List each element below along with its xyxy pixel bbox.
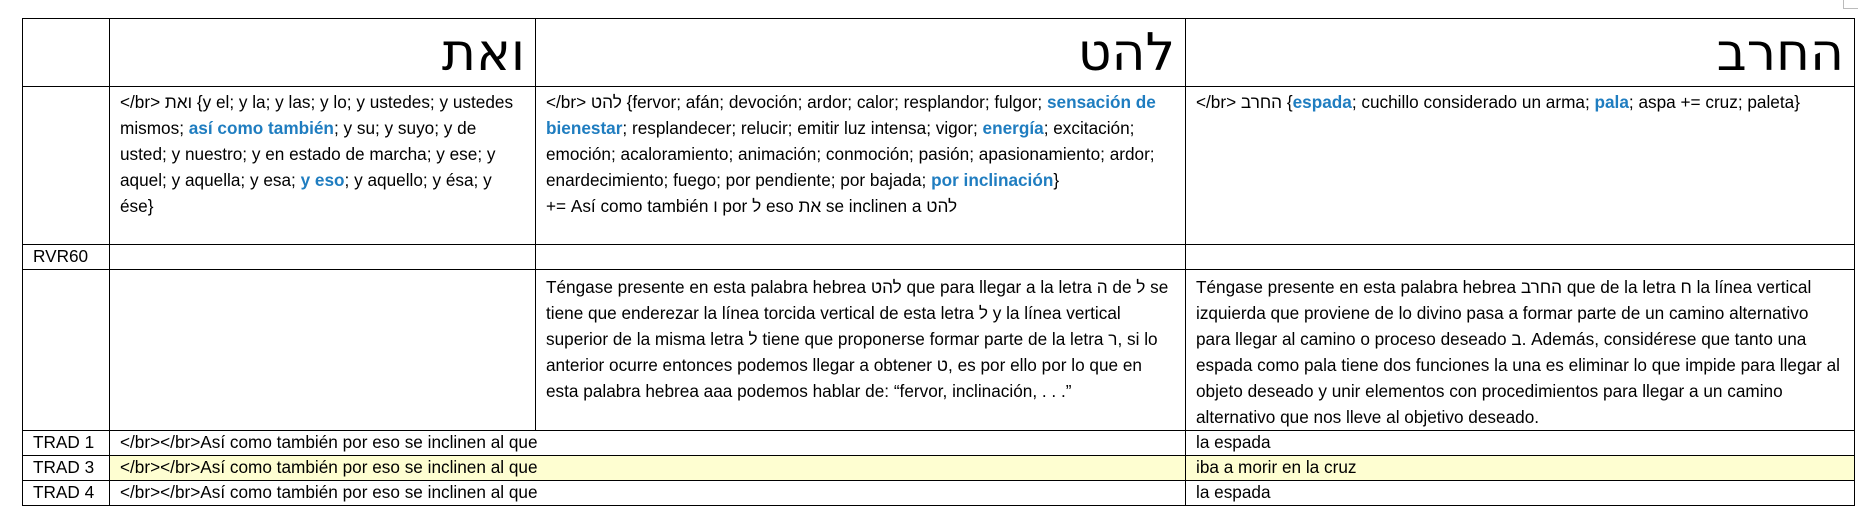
rvr-cell-2 (536, 245, 1186, 270)
definitions-label-cell (23, 87, 110, 245)
def-segment: </br> החרב { (1196, 92, 1293, 112)
def-highlight: pala (1594, 92, 1629, 112)
trad-row-3 (23, 456, 1855, 481)
def-segment: ; y su; y suyo; y de usted; y nuestro; y en estado de marcha; y ese; y aquel; y aquella; y esa; (120, 118, 496, 190)
def-segment: ; resplandecer; relucir; emitir luz intensa; vigor; (622, 118, 983, 138)
def-segment: </br> ואת {y el; y la; y las; y lo; y ustedes; y ustedes mismos; (120, 92, 514, 138)
def-extra-line: += Así como también ו por ל eso את se inclinen a להט (546, 196, 958, 216)
trad-text: </br></br>Así como también por eso se inclinen al que (110, 481, 1186, 506)
definition-cell-3 (1186, 87, 1855, 245)
hebrew-word-2: להט (1077, 22, 1175, 83)
header-cell-1 (110, 19, 536, 87)
def-highlight: energía (982, 118, 1044, 138)
header-cell-2 (536, 19, 1186, 87)
notes-cell-3: Téngase presente en esta palabra hebrea החרב que de la letra ח la línea vertical izquierda que proviene de lo divino pasa a formar parte de un camino alternativo para llegar al camino o proceso deseado ב. Además, considérese que tanto una espada como pala tiene dos funciones la una es eliminar lo que impide para llegar al objeto deseado y unir elementos con procedimientos para llegar a un camino alternativo que nos lleve al objetivo deseado. (1186, 270, 1855, 431)
rvr-cell-1 (110, 245, 536, 270)
def-segment: } (1053, 170, 1060, 190)
trad-row-1 (23, 431, 1855, 456)
definitions-row (23, 87, 1855, 245)
hebrew-header-row (23, 19, 1855, 87)
header-cell-3 (1186, 19, 1855, 87)
header-empty-cell (23, 19, 110, 87)
rvr-label: RVR60 (23, 245, 110, 270)
interlinear-table (22, 18, 1855, 506)
trad-end: la espada (1186, 431, 1855, 456)
def-highlight: sensación de bienestar (546, 92, 1156, 138)
notes-label-cell (23, 270, 110, 431)
trad-row-4 (23, 481, 1855, 506)
definition-cell-2 (536, 87, 1186, 245)
trad-end: la espada (1186, 481, 1855, 506)
notes-cell-2: Téngase presente en esta palabra hebrea להט que para llegar a la letra ה de ל se tiene que enderezar la línea torcida vertical de esta letra ל y la línea vertical superior de la misma letra ל tiene que proponerse formar parte de la letra ר, si lo anterior ocurre entonces podemos llegar a obtener ט, es por ello por lo que en esta palabra hebrea aaa podemos hablar de: “fervor, inclinación, . . .” (536, 270, 1186, 431)
trad-label: TRAD 1 (23, 431, 110, 456)
rvr-row (23, 245, 1855, 270)
def-highlight: así como también (188, 118, 334, 138)
trad-label: TRAD 3 (23, 456, 110, 481)
trad-label: TRAD 4 (23, 481, 110, 506)
notes-cell-1 (110, 270, 536, 431)
def-segment: ; aspa += cruz; paleta} (1628, 92, 1800, 112)
rvr-cell-3 (1186, 245, 1855, 270)
page-corner-mark (1843, 0, 1858, 9)
def-segment: </br> להט {fervor; afán; devoción; ardor; calor; resplandor; fulgor; (546, 92, 1047, 112)
definition-cell-1 (110, 87, 536, 245)
trad-text: </br></br>Así como también por eso se inclinen al que (110, 431, 1186, 456)
def-highlight: por inclinación (931, 170, 1054, 190)
def-highlight: espada (1292, 92, 1352, 112)
trad-text: </br></br>Así como también por eso se inclinen al que (110, 456, 1186, 481)
hebrew-word-1: ואת (441, 22, 525, 83)
def-segment: ; cuchillo considerado un arma; (1351, 92, 1595, 112)
hebrew-word-3: החרב (1716, 22, 1844, 83)
def-highlight: y eso (300, 170, 345, 190)
trad-end: iba a morir en la cruz (1186, 456, 1855, 481)
def-segment: ; excitación; emoción; acaloramiento; animación; conmoción; pasión; apasionamiento; ardor; enardecimiento; fuego; por pendiente; por bajada; (546, 118, 1155, 190)
notes-row (23, 270, 1855, 431)
def-segment: ; y aquello; y ésa; y ése} (120, 170, 492, 216)
